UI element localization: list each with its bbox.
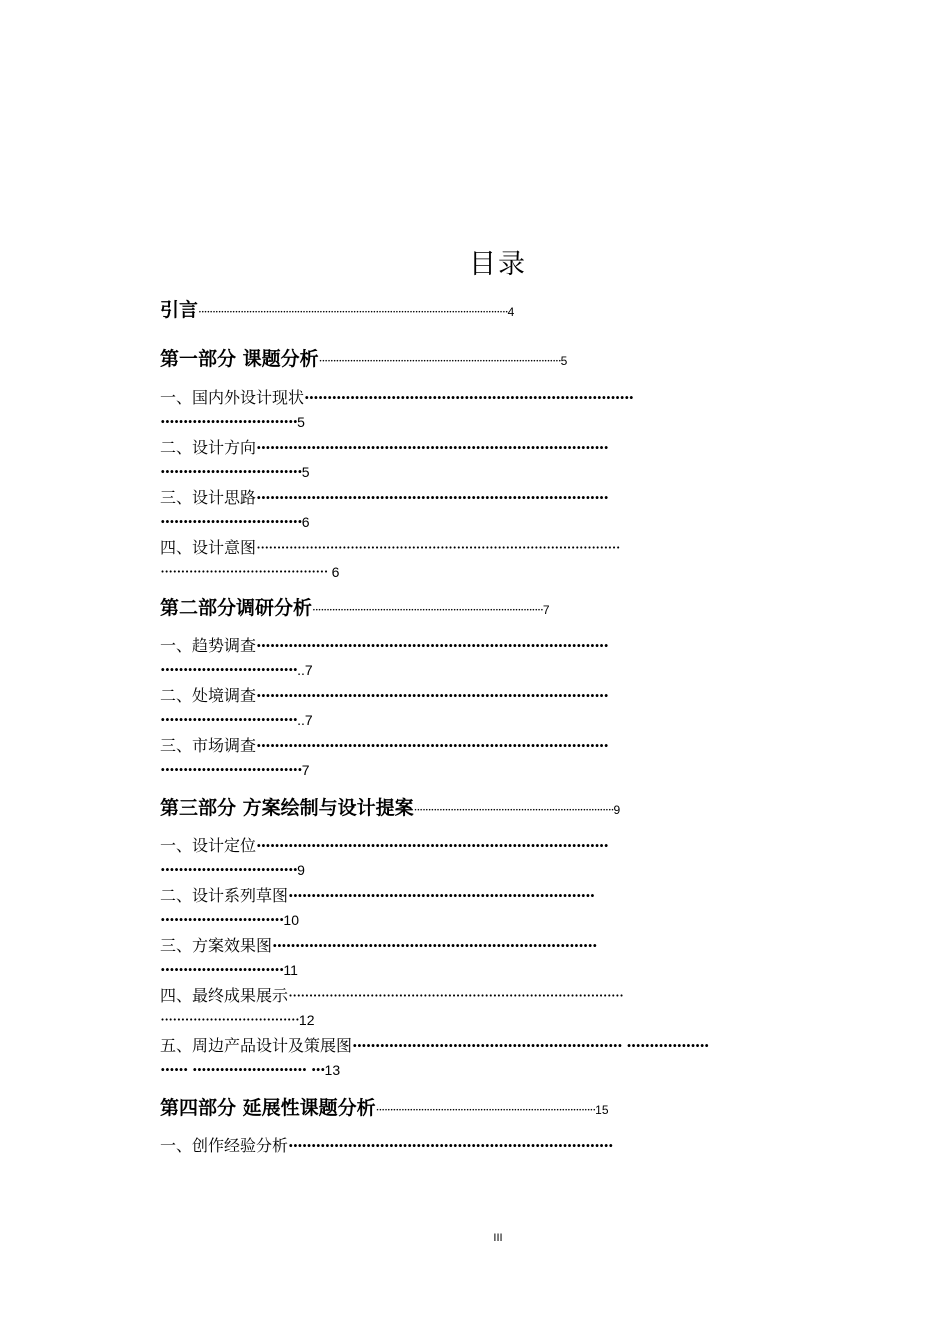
dot-leader: ············································································· — [256, 836, 608, 855]
toc-entry-part4[interactable] — [160, 1096, 840, 1122]
toc-heading-label: 第二部分调研分析 — [160, 597, 313, 619]
dot-leader: ·················································································· — [312, 603, 543, 617]
toc-entry-3-3[interactable] — [160, 934, 840, 958]
toc-entry-1-2[interactable] — [160, 436, 840, 460]
toc-heading-label: 引言 — [160, 299, 199, 321]
toc-entry-3-5-cont — [160, 1058, 840, 1082]
dot-leader: ········································· — [160, 562, 332, 581]
toc-item-label: 一、趋势调查 — [160, 636, 257, 655]
dot-leader: ······························· — [160, 462, 302, 481]
toc-entry-1-4-cont — [160, 560, 840, 584]
toc-entry-1-1[interactable] — [160, 386, 840, 410]
toc-item-label: 一、国内外设计现状 — [160, 388, 305, 407]
toc-item-label: 二、设计方向 — [160, 438, 257, 457]
toc-item-label: 二、处境调查 — [160, 686, 257, 705]
toc-page-number: ..7 — [297, 662, 313, 678]
dot-leader: ······························· — [160, 760, 302, 779]
toc-item-label: 四、设计意图 — [160, 538, 257, 557]
toc-entry-3-4[interactable] — [160, 984, 840, 1008]
toc-entry-part2[interactable] — [160, 596, 840, 622]
toc-entry-4-1[interactable] — [160, 1134, 840, 1158]
toc-entry-2-1[interactable] — [160, 634, 840, 658]
toc-page-number: 5 — [297, 414, 305, 430]
toc-item-label: 三、设计思路 — [160, 488, 257, 507]
toc-entry-3-2-cont — [160, 908, 840, 932]
dot-leader: ············································································· — [256, 438, 608, 457]
toc-item-label: 三、市场调查 — [160, 736, 257, 755]
toc-item-label: 一、创作经验分析 — [160, 1136, 289, 1155]
toc-page-number: 6 — [301, 514, 310, 530]
dot-leader: ·················································································· — [288, 986, 624, 1005]
page-title: 目录 — [469, 249, 527, 280]
toc-entry-3-1[interactable] — [160, 834, 840, 858]
toc-item-label: 三、方案效果图 — [160, 936, 273, 955]
toc-page-number: 10 — [283, 912, 299, 928]
dot-leader: ··························································· ·················· — [352, 1036, 709, 1055]
dot-leader: ············································································· — [256, 736, 608, 755]
dot-leader: ············································································· — [256, 636, 608, 655]
toc-entry-2-1-cont — [160, 658, 840, 682]
toc-entry-1-1-cont — [160, 410, 840, 434]
toc-heading-label: 第四部分 延展性课题分析 — [160, 1097, 376, 1119]
toc-page-number: 11 — [283, 962, 298, 978]
dot-leader: ··························· — [160, 960, 284, 979]
toc-entry-3-1-cont — [160, 858, 840, 882]
toc-entry-3-4-cont — [160, 1008, 840, 1032]
dot-leader: ··································································· — [288, 886, 595, 905]
dot-leader: ······························ — [160, 860, 298, 879]
dot-leader: ······································································· — [413, 803, 614, 817]
toc-page-number: 13 — [324, 1062, 341, 1078]
toc-entry-3-5[interactable] — [160, 1034, 840, 1058]
toc-entry-1-2-cont — [160, 460, 840, 484]
toc-entry-part3[interactable] — [160, 796, 840, 822]
toc-page-number: 4 — [507, 305, 515, 319]
toc-item-label: 一、设计定位 — [160, 836, 257, 855]
toc-page-number: ..7 — [297, 712, 313, 728]
toc-page-number: 9 — [297, 862, 305, 878]
toc-page-number: 5 — [301, 464, 310, 480]
toc-page-number: 7 — [542, 603, 550, 617]
toc-page-number: 6 — [331, 564, 340, 580]
toc-page-number: 9 — [613, 803, 621, 817]
toc-entry-1-4[interactable] — [160, 536, 840, 560]
toc-entry-3-2[interactable] — [160, 884, 840, 908]
dot-leader: ······ ························· ··· — [160, 1060, 325, 1079]
toc-entry-3-3-cont — [160, 958, 840, 982]
toc-item-label: 四、最终成果展示 — [160, 986, 289, 1005]
toc-entry-intro[interactable] — [160, 298, 840, 324]
dot-leader: ······································································· — [288, 1136, 613, 1155]
dot-leader: ······························· — [160, 512, 302, 531]
dot-leader: ·············································································································· — [198, 305, 508, 319]
toc-entry-2-2-cont — [160, 708, 840, 732]
toc-page-number: 15 — [595, 1103, 609, 1117]
toc-heading-label: 第三部分 方案绘制与设计提案 — [160, 797, 414, 819]
toc-entry-2-3-cont — [160, 758, 840, 782]
toc-entry-1-3[interactable] — [160, 486, 840, 510]
dot-leader: ······························ — [160, 710, 298, 729]
dot-leader: ······································································· — [272, 936, 597, 955]
dot-leader: ············································································· — [256, 488, 608, 507]
dot-leader: ········································································ — [304, 388, 634, 407]
dot-leader: ······························ — [160, 412, 298, 431]
dot-leader: ·································· — [160, 1010, 299, 1029]
toc-page-number: 5 — [560, 354, 568, 368]
toc-entry-2-2[interactable] — [160, 684, 840, 708]
dot-leader: ······························ — [160, 660, 298, 679]
dot-leader: ······················································································ — [318, 354, 561, 368]
dot-leader: ·············································································· — [375, 1103, 596, 1117]
dot-leader: ························································································· — [256, 538, 620, 557]
dot-leader: ············································································· — [256, 686, 608, 705]
toc-entry-1-3-cont — [160, 510, 840, 534]
toc-item-label: 二、设计系列草图 — [160, 886, 289, 905]
dot-leader: ··························· — [160, 910, 284, 929]
toc-entry-part1[interactable] — [160, 347, 840, 373]
toc-entry-2-3[interactable] — [160, 734, 840, 758]
page-number: III — [493, 1232, 503, 1244]
toc-page-number: 12 — [298, 1012, 315, 1028]
toc-item-label: 五、周边产品设计及策展图 — [160, 1036, 353, 1055]
toc-page-number: 7 — [301, 762, 310, 778]
toc-heading-label: 第一部分 课题分析 — [160, 348, 319, 370]
